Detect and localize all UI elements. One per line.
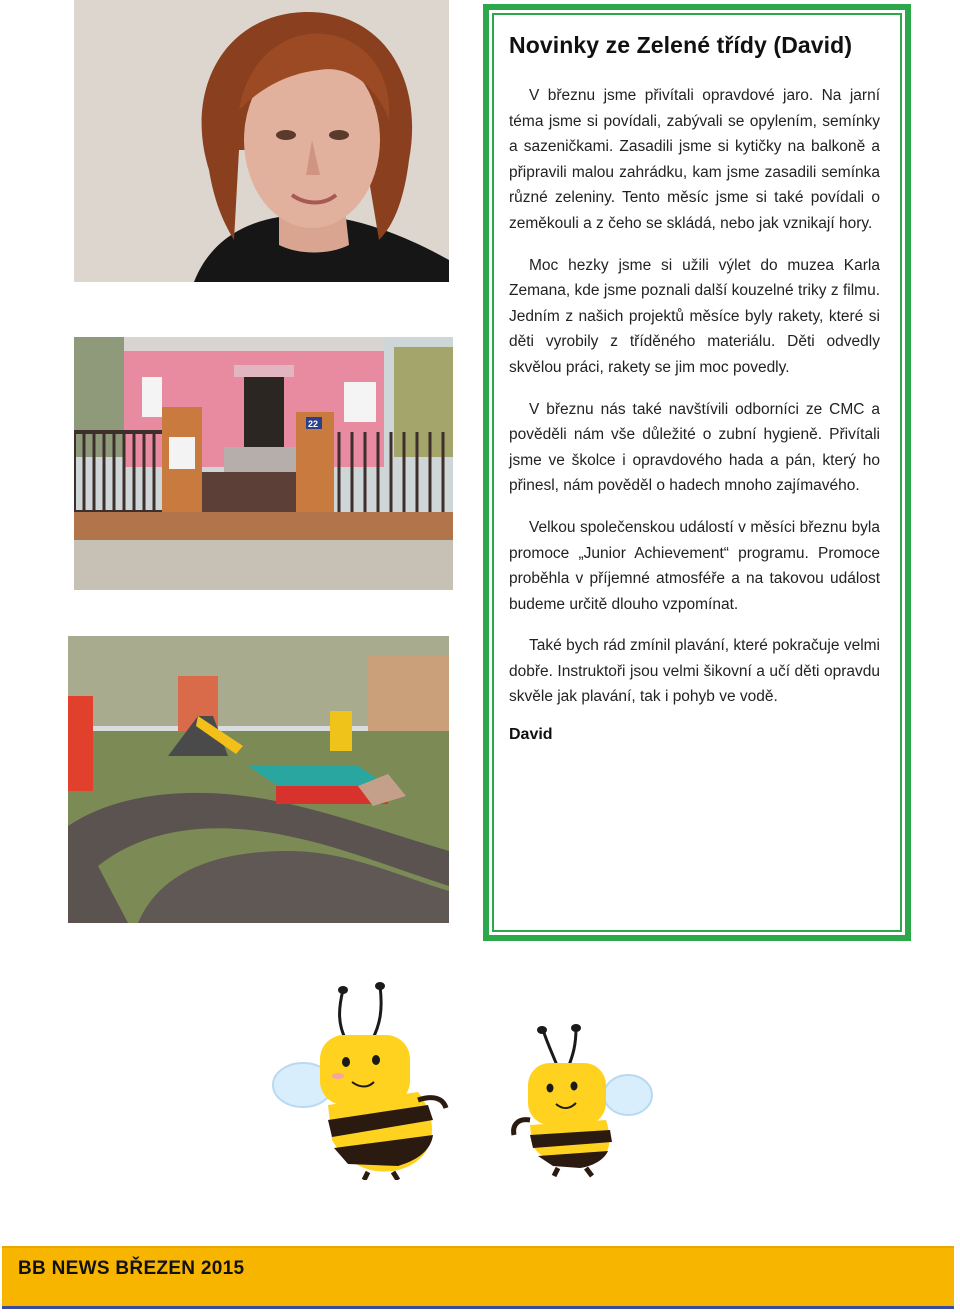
news-paragraph: Moc hezky jsme si užili výlet do muzea Karla Zemana, kde jsme poznali další kouzelné triky z filmu. Jedním z našich projektů měsíce byly rakety, které si děti vyrobily z tříděného materiálu. Děti odvedly skvělou práci, rakety se jim moc povedly.	[509, 256, 880, 376]
newsletter-issue-label: BB NEWS BŘEZEN 2015	[18, 1258, 245, 1279]
house-number-plate: 22	[308, 419, 319, 429]
news-paragraph: Velkou společenskou událostí v měsíci březnu byla promoce „Junior Achievement“ programu. Promoce proběhla v příjemné atmosféře a na takovou událost budeme určitě dlouho vzpomínat.	[509, 518, 880, 613]
playground-photo	[68, 636, 449, 923]
bees-illustration	[268, 980, 658, 1180]
large-bee-icon	[273, 982, 446, 1180]
news-title: Novinky ze Zelené třídy (David)	[509, 32, 853, 58]
news-article-content	[509, 32, 880, 744]
news-paragraph: V březnu jsme přivítali opravdové jaro. Na jarní téma jsme si povídali, zabývali se opylením, semínky a sazeničkami. Zasadili jsme si kytičky na balkoně a připravili malou zahrádku, kam jsme zasadili semínka různé zeleniny. Tento měsíc jsme si také povídali o zeměkouli a z čeho se skládá, nebo jak vznikají hory.	[509, 87, 880, 232]
news-paragraph: V březnu nás také navštívili odborníci ze CMC a pověděli nám vše důležité o zubní hygieně. Přivítali jsme ve školce i opravdového hada a pán, který ho přinesl, nám pověděl o hadech mnoho zajímavého.	[509, 400, 880, 495]
footer-bar	[2, 1246, 954, 1306]
kindergarten-building-photo	[74, 337, 453, 590]
news-paragraph: Také bych rád zmínil plavání, které pokračuje velmi dobře. Instruktoři jsou velmi šikovní a učí děti opravdu skvěle jak plavání, tak i pohyb ve vodě.	[509, 637, 880, 706]
news-signature: David	[509, 726, 553, 744]
small-bee-icon	[514, 1024, 652, 1176]
teacher-portrait-photo	[74, 0, 449, 282]
news-article-box	[483, 4, 911, 941]
